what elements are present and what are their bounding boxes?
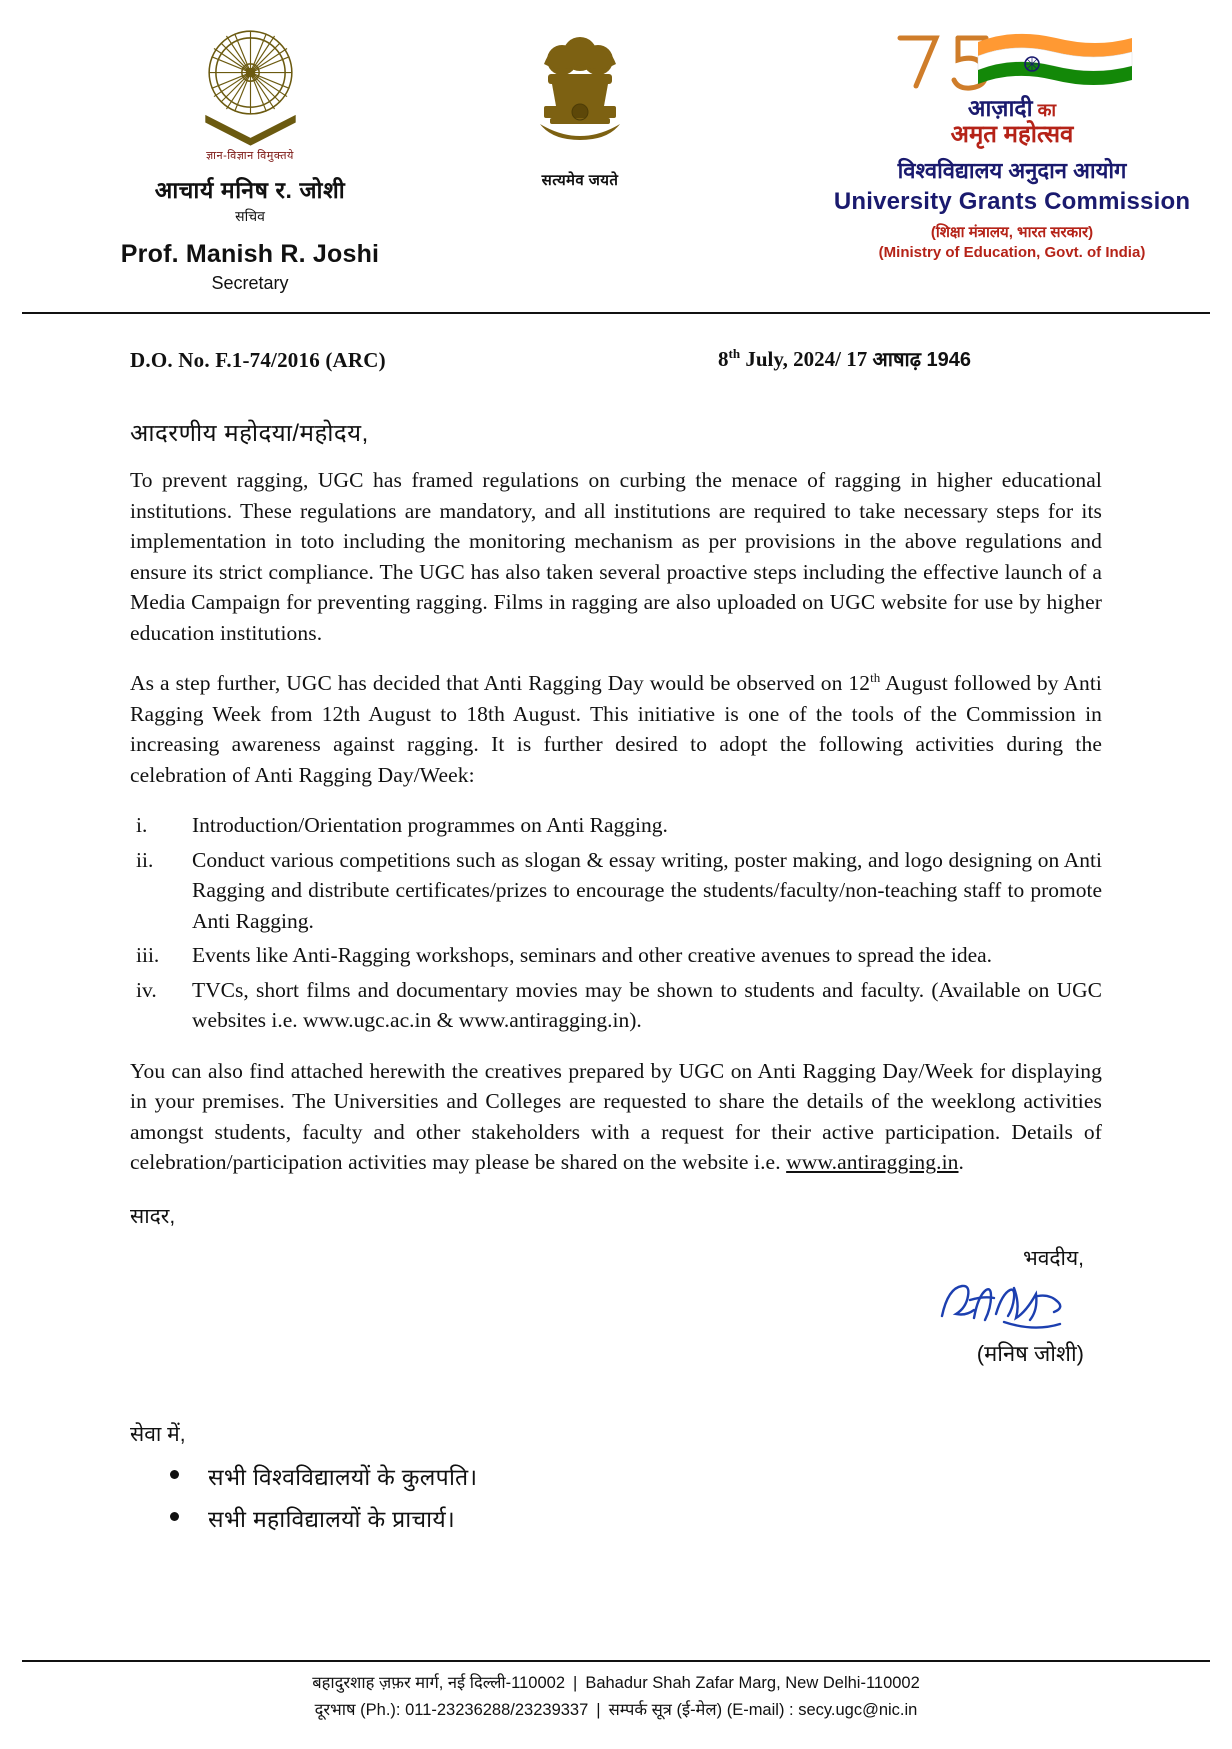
date-month-year: July, 2024/ 17 xyxy=(740,347,868,371)
footer-email: सम्पर्क सूत्र (ई-मेल) (E-mail) : secy.ugc@nic.in xyxy=(608,1700,918,1719)
list-item-text: TVCs, short films and documentary movies may be shown to students and faculty. (Available on UGC websites i.e. www.ugc.ac.in & www.antiragging.in). xyxy=(192,977,1102,1033)
ministry-hindi: (शिक्षा मंत्रालय, भारत सरकार) xyxy=(930,224,1094,241)
list-item-text: Introduction/Orientation programmes on Anti Ragging. xyxy=(192,813,668,838)
date-hindi: आषाढ़ 1946 xyxy=(872,349,972,371)
satyamev-jayate-text: सत्यमेव जयते xyxy=(541,172,619,189)
letterhead-left-block xyxy=(60,26,440,294)
header-divider xyxy=(22,312,1210,314)
paragraph-1: To prevent ragging, UGC has framed regulations on curbing the menace of ragging in higher educational institutions. These regulations are mandatory, and all institutions are required to take necessary steps for its implementation in toto including the monitoring mechanism as per provisions in the above regulations and ensure its strict compliance. The UGC has also taken several proactive steps including the effective launch of a Media Campaign for preventing ragging. Films in ragging are also uploaded on UGC website for use by higher education institutions. xyxy=(130,468,1102,645)
list-marker: ii. xyxy=(136,847,154,872)
left-motto-text: ज्ञान-विज्ञान विमुक्तये xyxy=(206,150,294,162)
list-item xyxy=(130,1460,1102,1492)
list-marker: iii. xyxy=(136,943,160,968)
secretary-designation-hindi: सचिव xyxy=(235,208,265,224)
paragraph-2-ordinal: th xyxy=(870,669,881,685)
state-emblem-lion-capital-icon xyxy=(530,30,630,158)
list-item xyxy=(130,940,1102,971)
signer-name: (मनिष जोशी) xyxy=(976,1340,1084,1366)
secretary-name-hindi: आचार्य मनिष र. जोशी xyxy=(154,177,346,203)
activities-list xyxy=(130,810,1102,1036)
letter-date xyxy=(718,345,971,372)
list-marker: iv. xyxy=(136,977,157,1002)
list-marker: i. xyxy=(136,813,148,838)
closing-block xyxy=(130,1244,1102,1368)
paragraph-2-part-b: August followed by Anti Ragging Week from 12th August to 18th August. This initiative is one of the tools of the Commission in increasing awareness against ragging. It is further desired to adopt the following activities during the celebration of Anti Ragging Day/Week: xyxy=(130,671,1102,787)
list-item xyxy=(130,845,1102,937)
footer-address-line xyxy=(22,1670,1210,1696)
do-number: D.O. No. F.1-74/2016 (ARC) xyxy=(130,348,386,372)
list-item-text: Events like Anti-Ragging workshops, seminars and other creative avenues to spread the idea. xyxy=(192,943,993,968)
date-ordinal: th xyxy=(728,346,741,361)
recipient-text: सभी विश्वविद्यालयों के कुलपति। xyxy=(208,1463,478,1490)
letter-body xyxy=(130,416,1102,1534)
paragraph-2 xyxy=(130,668,1102,790)
ugc-name-english: University Grants Commission xyxy=(833,188,1191,215)
antiragging-website-link[interactable]: www.antiragging.in xyxy=(786,1150,959,1175)
footer-separator: | xyxy=(596,1700,601,1719)
handwritten-signature-icon xyxy=(934,1274,1084,1336)
list-item-text: Conduct various competitions such as slogan & essay writing, poster making, and logo designing on Anti Ragging and distribute certificates/prizes to encourage the students/faculty/non-teaching staff to promote Anti Ragging. xyxy=(192,847,1102,933)
seva-me-label: सेवा में, xyxy=(130,1422,186,1446)
recipients-list xyxy=(130,1460,1102,1534)
footer-address-hindi: बहादुरशाह ज़फ़र मार्ग, नई दिल्ली-110002 xyxy=(312,1674,566,1693)
footer-contact-line xyxy=(22,1697,1210,1723)
date-day: 8 xyxy=(718,347,729,371)
secretary-designation-english: Secretary xyxy=(211,273,289,293)
bullet-icon xyxy=(170,1470,179,1479)
paragraph-2-part-a: As a step further, UGC has decided that Anti Ragging Day would be observed on 12 xyxy=(130,671,871,696)
list-item xyxy=(130,975,1102,1036)
footer-address-english: Bahadur Shah Zafar Marg, New Delhi-110002 xyxy=(585,1674,920,1693)
bullet-icon xyxy=(170,1512,179,1521)
azadi-ka-amrit-mahotsav-logo-icon xyxy=(882,24,1142,149)
footer xyxy=(22,1660,1210,1723)
reference-line xyxy=(0,348,1232,388)
azadi-text-line2: अमृत महोत्सव xyxy=(950,121,1074,148)
salutation: आदरणीय महोदया/महोदय, xyxy=(130,420,369,447)
letterhead-right-block xyxy=(832,24,1192,261)
list-item xyxy=(130,810,1102,841)
letterhead-center-block xyxy=(455,30,705,190)
paragraph-3-part-a: You can also find attached herewith the creatives prepared by UGC on Anti Ragging Day/Week for displaying in your premises. The Universities and Colleges are requested to share the details of the weeklong activities amongst students, faculty and other stakeholders with a request for their active participation. Details of celebration/participation activities may please be shared on the website i.e. xyxy=(130,1058,1102,1175)
ugc-name-hindi: विश्वविद्यालय अनुदान आयोग xyxy=(897,158,1127,183)
letterhead xyxy=(0,0,1232,330)
azadi-text-line1: आज़ादी का xyxy=(967,95,1057,121)
footer-separator: | xyxy=(573,1674,578,1693)
sadar-text: सादर, xyxy=(130,1204,176,1228)
footer-phone: दूरभाष (Ph.): 011-23236288/23239337 xyxy=(314,1700,589,1719)
ashoka-chakra-emblem-icon xyxy=(188,26,313,146)
footer-divider xyxy=(22,1660,1210,1662)
ministry-english: (Ministry of Education, Govt. of India) xyxy=(878,244,1146,261)
paragraph-3-part-b: . xyxy=(958,1150,964,1175)
list-item xyxy=(130,1502,1102,1534)
paragraph-3 xyxy=(130,1056,1102,1178)
recipient-text: सभी महाविद्यालयों के प्राचार्य। xyxy=(208,1505,455,1532)
secretary-name-english: Prof. Manish R. Joshi xyxy=(120,240,380,268)
bhavdiya-text: भवदीय, xyxy=(1022,1246,1084,1270)
